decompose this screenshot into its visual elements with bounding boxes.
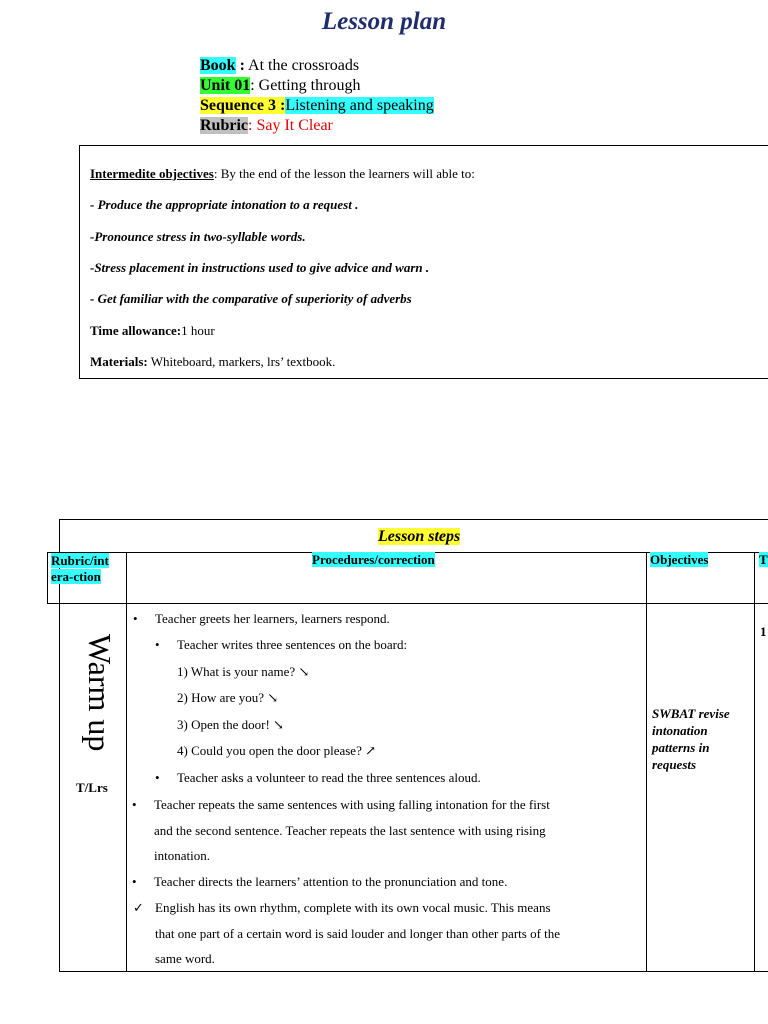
interaction-label: T/Lrs <box>76 780 108 795</box>
procedure-item: 3) Open the door! ↘ <box>177 717 284 732</box>
objectives-intro-text: : By the end of the lesson the learners will able to: <box>213 166 475 181</box>
unit-label: Unit 01 <box>200 77 251 94</box>
procedure-item: • Teacher repeats the same sentences with using falling intonation for the first <box>154 797 550 813</box>
header-objectives-text: Objectives <box>650 552 709 567</box>
procedure-item: that one part of a certain word is said louder and longer than other parts of the <box>155 926 561 941</box>
rubric-line <box>200 116 434 136</box>
sequence-value: Listening and speaking <box>285 97 434 114</box>
col-divider-3 <box>754 552 755 972</box>
header-rubric-line2: era-ction <box>51 569 101 584</box>
objective-item: - Get familiar with the comparative of superiority of adverbs <box>90 291 412 306</box>
time-value-fragment: 1 <box>760 624 767 639</box>
unit-value: : Getting through <box>250 77 361 94</box>
rubric-value: : Say It Clear <box>248 117 333 134</box>
header-rubric-line1: Rubric/int <box>51 553 109 568</box>
book-label: Book <box>200 57 236 74</box>
objective-item: - Produce the appropriate intonation to a request . <box>90 197 359 212</box>
procedure-item: and the second sentence. Teacher repeats the last sentence with using rising <box>154 823 546 838</box>
procedure-item: 4) Could you open the door please? ↗ <box>177 743 376 758</box>
book-info <box>200 56 434 136</box>
header-objectives <box>650 552 708 568</box>
procedure-item: intonation. <box>154 848 210 863</box>
objectives-box <box>79 145 768 379</box>
objective-item: -Stress placement in instructions used to give advice and warn . <box>90 260 430 275</box>
stage-warm-up: Warm up <box>82 634 118 752</box>
time-allowance-label: Time allowance: <box>90 323 182 338</box>
procedure-item: ✓ English has its own rhythm, complete with its own vocal music. This means <box>155 900 551 916</box>
procedure-item: • Teacher writes three sentences on the board: <box>177 637 407 653</box>
lesson-steps-title <box>378 528 460 546</box>
procedure-item: same word. <box>155 951 215 966</box>
book-value: At the crossroads <box>244 57 360 74</box>
unit-line <box>200 76 434 96</box>
objective-swbat: SWBAT revise intonation patterns in requests <box>652 706 730 772</box>
lesson-steps-title-text: Lesson steps <box>378 528 461 545</box>
header-time-fragment <box>759 552 768 568</box>
objective-item: -Pronounce stress in two-syllable words. <box>90 229 306 244</box>
objectives-intro-label: Intermedite objectives <box>90 166 214 181</box>
sequence-label: Sequence 3 : <box>200 97 286 114</box>
page-title: Lesson plan <box>321 8 447 35</box>
book-sep: : <box>235 57 245 74</box>
header-procedures-text: Procedures/correction <box>312 552 435 567</box>
objectives-intro <box>90 166 475 182</box>
procedure-item: • Teacher asks a volunteer to read the three sentences aloud. <box>177 770 481 786</box>
materials-value: Whiteboard, markers, lrs’ textbook. <box>147 354 336 369</box>
procedure-item: 1) What is your name? ↘ <box>177 664 310 679</box>
procedure-item: • Teacher greets her learners, learners respond. <box>155 611 390 627</box>
procedure-item: 2) How are you? ↘ <box>177 690 279 705</box>
materials-label: Materials: <box>90 354 148 369</box>
book-line <box>200 56 434 76</box>
sequence-line <box>200 96 434 116</box>
header-procedures <box>312 552 435 568</box>
procedure-item: • Teacher directs the learners’ attention to the pronunciation and tone. <box>154 874 507 890</box>
col-divider-2 <box>646 552 647 972</box>
time-allowance-value: 1 hour <box>181 323 215 338</box>
header-bottom-border <box>47 603 768 604</box>
rubric-label: Rubric <box>200 117 248 134</box>
materials <box>90 354 335 370</box>
header-left-border <box>47 552 48 604</box>
header-time-fragment-text: T <box>759 552 768 567</box>
time-allowance <box>90 323 215 339</box>
header-rubric <box>51 553 125 585</box>
col-divider-1 <box>126 552 127 972</box>
